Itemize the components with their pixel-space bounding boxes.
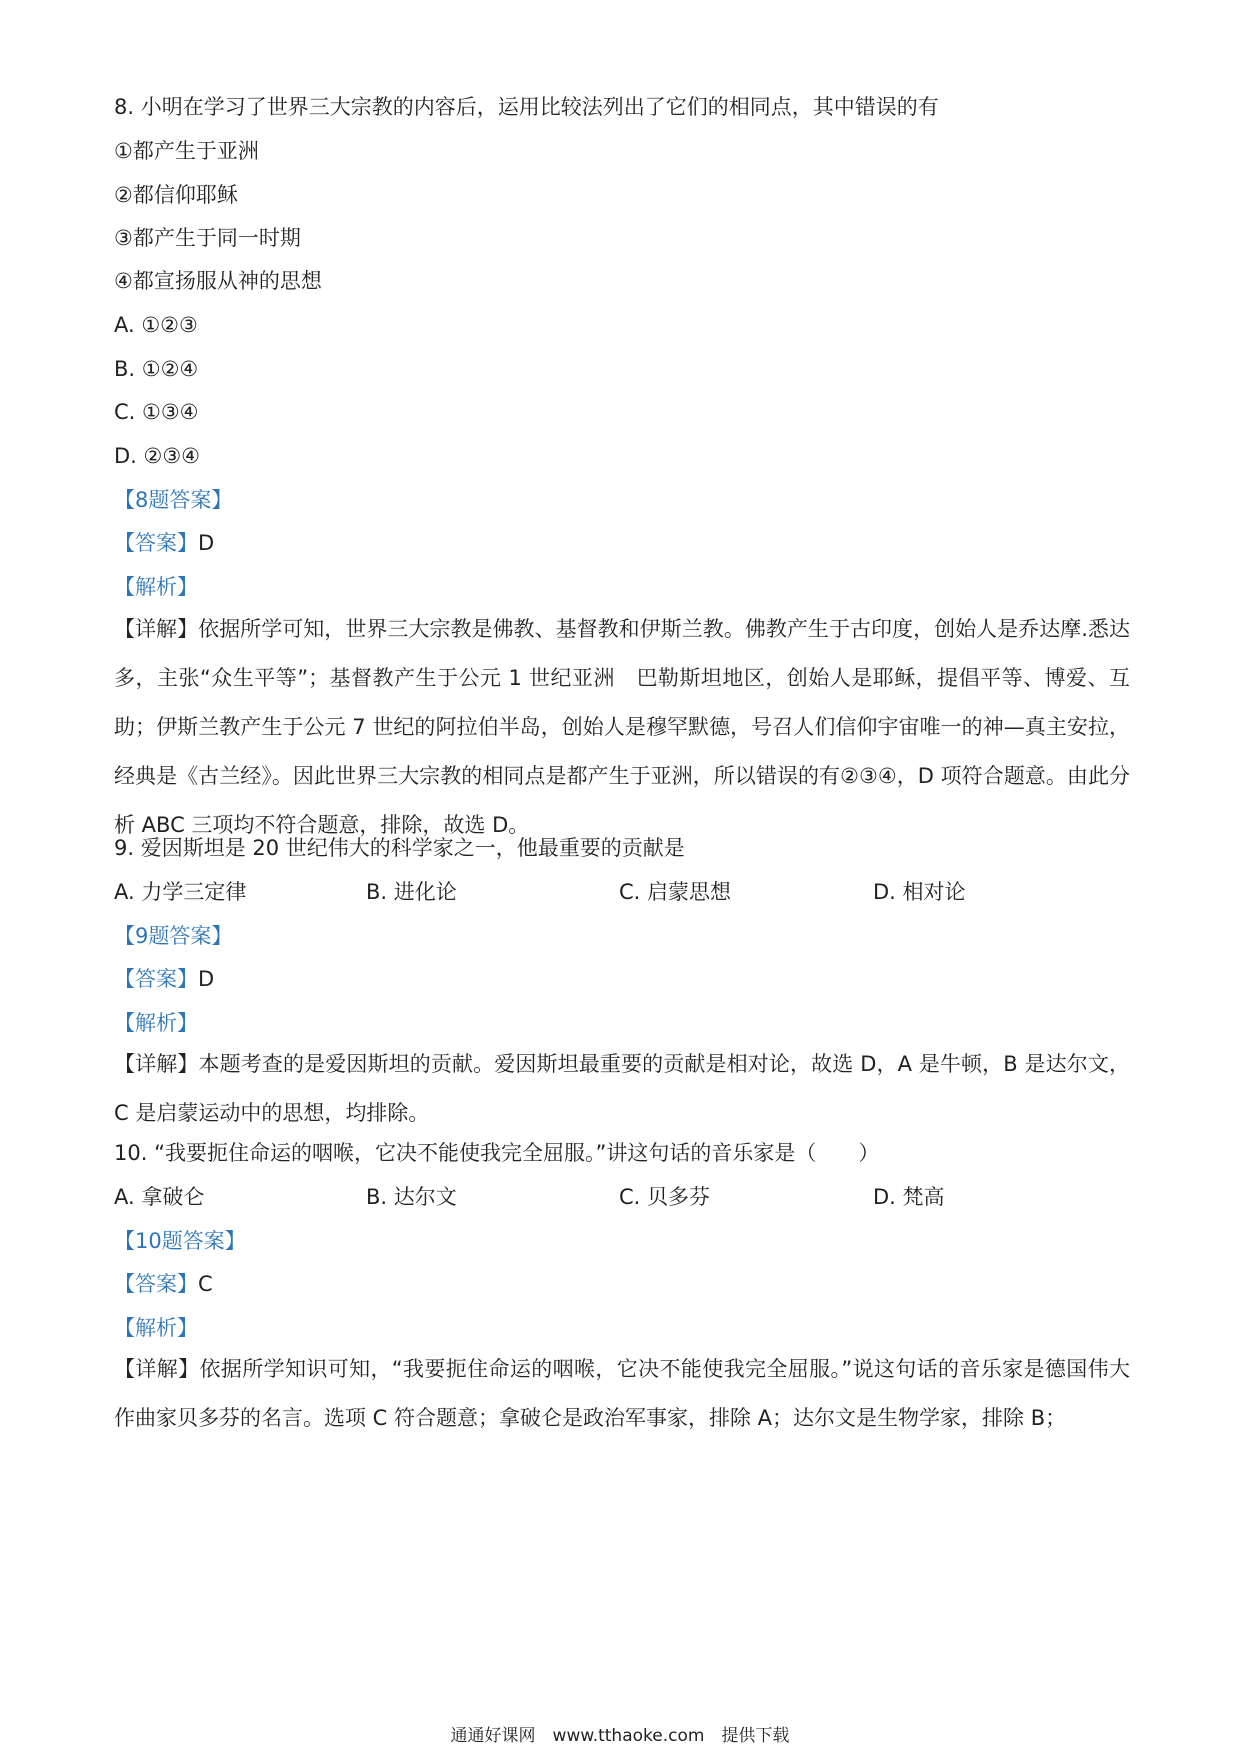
q9-option-b: B. 进化论 — [366, 880, 457, 904]
detail-label: 【详解】 — [114, 617, 199, 641]
q9-stem: 9. 爱因斯坦是 20 世纪伟大的科学家之一，他最重要的贡献是 — [114, 836, 685, 860]
q8-option-c: C. ①③④ — [114, 400, 199, 424]
answer-label: 【答案】 — [114, 967, 198, 991]
q8-item-2: ②都信仰耶稣 — [114, 183, 238, 207]
q10-option-a: A. 拿破仑 — [114, 1185, 205, 1209]
q10-detail-text: 依据所学知识可知，“我要扼住命运的咽喉，它决不能使我完全屈服。”说这句话的音乐家是德国伟大作曲家贝多芬的名言。选项 C 符合题意；拿破仑是政治军事家，排除 A；达尔文是生物学家，排除 B； — [114, 1357, 1130, 1430]
answer-label: 【答案】 — [114, 1272, 198, 1296]
q8-answer-value: D — [198, 531, 215, 555]
q8-option-b: B. ①②④ — [114, 357, 199, 381]
q8-section-label: 【8题答案】 — [114, 488, 233, 512]
q10-analysis-label: 【解析】 — [114, 1316, 198, 1340]
q9-answer-line — [114, 964, 214, 994]
q8-option-d: D. ②③④ — [114, 444, 200, 468]
q10-section-label: 【10题答案】 — [114, 1229, 246, 1253]
q8-detail — [114, 605, 1130, 850]
q10-option-b: B. 达尔文 — [366, 1185, 457, 1209]
q9-option-c: C. 启蒙思想 — [619, 880, 732, 904]
q9-analysis-label: 【解析】 — [114, 1011, 198, 1035]
q8-item-4: ④都宣扬服从神的思想 — [114, 269, 322, 293]
detail-label: 【详解】 — [114, 1052, 199, 1076]
q8-detail-text: 依据所学可知，世界三大宗教是佛教、基督教和伊斯兰教。佛教产生于古印度，创始人是乔达摩.悉达多，主张“众生平等”；基督教产生于公元 1 世纪亚洲 巴勒斯坦地区，创始人是耶稣，提倡平等、博爱、互助；伊斯兰教产生于公元 7 世纪的阿拉伯半岛，创始人是穆罕默德，号召人们信仰宇宙唯一的神—真主安拉，经典是《古兰经》。因此世界三大宗教的相同点是都产生于亚洲，所以错误的有②③④，D 项符合题意。由此分析 ABC 三项均不符合题意，排除，故选 D。 — [114, 617, 1131, 837]
q8-analysis-label: 【解析】 — [114, 575, 198, 599]
q10-option-d: D. 梵高 — [873, 1185, 945, 1209]
q10-option-c: C. 贝多芬 — [619, 1185, 711, 1209]
q9-option-a: A. 力学三定律 — [114, 880, 247, 904]
q8-item-1: ①都产生于亚洲 — [114, 139, 259, 163]
q9-answer-value: D — [198, 967, 215, 991]
answer-label: 【答案】 — [114, 531, 198, 555]
q8-item-3: ③都产生于同一时期 — [114, 226, 301, 250]
q9-option-d: D. 相对论 — [873, 880, 966, 904]
q10-answer-value: C — [198, 1272, 213, 1296]
q8-option-a: A. ①②③ — [114, 313, 198, 337]
q8-stem: 8. 小明在学习了世界三大宗教的内容后，运用比较法列出了它们的相同点，其中错误的有 — [114, 95, 939, 119]
q9-section-label: 【9题答案】 — [114, 924, 233, 948]
detail-label: 【详解】 — [114, 1357, 200, 1381]
page-footer: 通通好课网 www.tthaoke.com 提供下载 — [450, 1726, 790, 1746]
q10-answer-line — [114, 1269, 213, 1299]
q9-detail-text: 本题考查的是爱因斯坦的贡献。爱因斯坦最重要的贡献是相对论，故选 D，A 是牛顿，B 是达尔文，C 是启蒙运动中的思想，均排除。 — [114, 1052, 1131, 1125]
q10-detail — [114, 1345, 1130, 1443]
q8-answer-line — [114, 528, 214, 558]
q9-detail — [114, 1040, 1130, 1138]
q10-stem: 10. “我要扼住命运的咽喉，它决不能使我完全屈服。”讲这句话的音乐家是（ ） — [114, 1141, 880, 1165]
